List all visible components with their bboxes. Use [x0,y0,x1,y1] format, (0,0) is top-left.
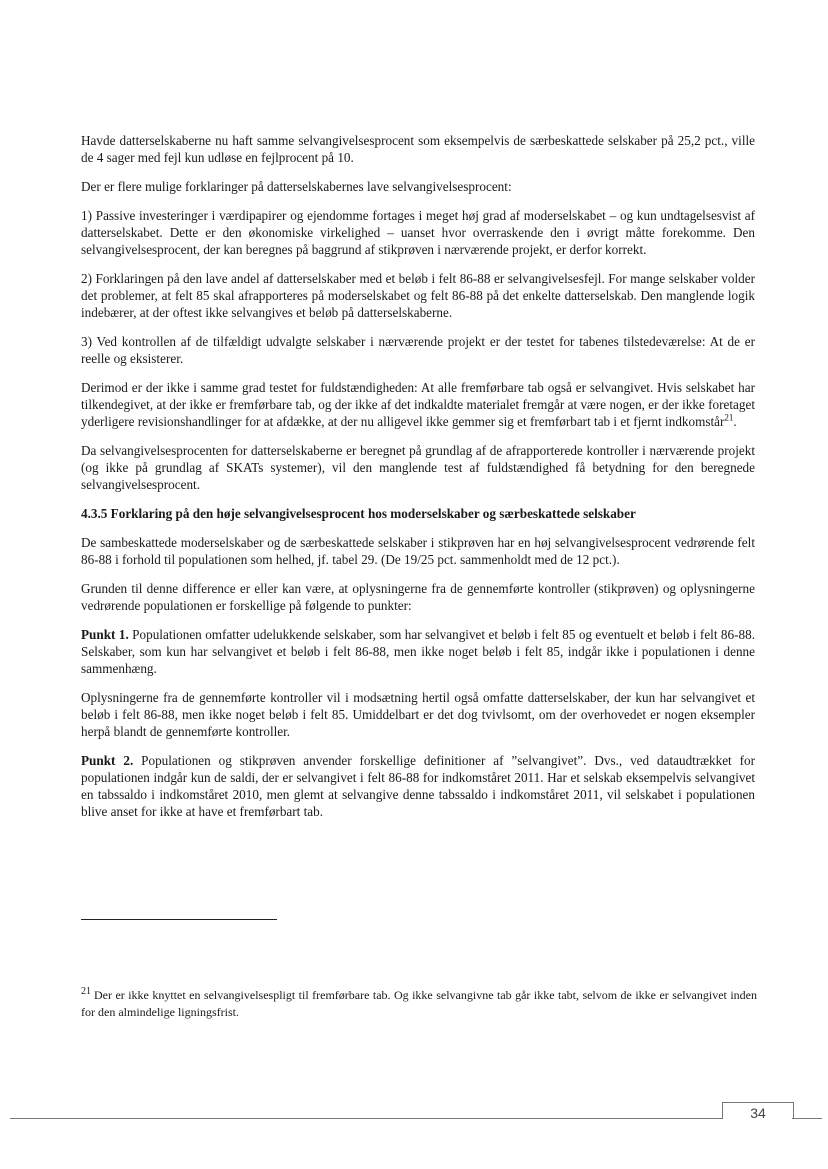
page-number: 34 [750,1105,766,1121]
footnote-reference[interactable]: 21 [724,412,734,423]
section-heading: 4.3.5 Forklaring på den høje selvangivelsesprocent hos moderselskaber og særbeskattede selskaber [81,506,636,521]
paragraph: 2) Forklaringen på den lave andel af datterselskaber med et beløb i felt 86-88 er selvangivelsesfejl. For mange selskaber volder det problemer, at felt 85 skal afrapporteres på moderselskabet og felt 86-88 på det enkelte datterselskab. Den manglende logik indebærer, at der oftest ikke selvangives et beløb på datterselskaberne. [81,271,755,320]
paragraph: Grunden til denne difference er eller kan være, at oplysningerne fra de gennemførte kontroller (stikprøven) og oplysningerne vedrørende populationen er forskellige på følgende to punkter: [81,581,755,613]
footer-rule-right [792,1118,822,1119]
paragraph: 3) Ved kontrollen af de tilfældigt udvalgte selskaber i nærværende projekt er der testet for tabenes tilstedeværelse: At de er reelle og eksisterer. [81,334,755,366]
paragraph: Oplysningerne fra de gennemførte kontroller vil i modsætning hertil også omfatte datterselskaber, der kun har selvangivet et beløb i felt 86-88, men ikke noget beløb i felt 85. Umiddelbart er det dog tvivlsomt, om der overhovedet er nogen eksempler herpå blandt de gennemførte kontroller. [81,690,755,739]
footnote [81,987,757,1021]
paragraph: 1) Passive investeringer i værdipapirer og ejendomme fortages i meget høj grad af moderselskabet – og kun undtagelsesvist af datterselskabet. Dette er den økonomiske virkelighed – uanset hvor overraskende den i øvrigt måtte forekomme. Den selvangivelsesprocent, der kan beregnes på baggrund af stikprøven i nærværende projekt, er derfor korrekt. [81,208,755,257]
paragraph [81,626,755,677]
paragraph [81,752,755,820]
paragraph: Da selvangivelsesprocenten for datterselskaberne er beregnet på grundlag af de afrapporterede kontroller i nærværende projekt (og ikke på grundlag af SKATs systemer), vil den manglende test af fuldstændighed få betydning for den beregnede selvangivelsesprocent. [81,443,755,492]
paragraph: Der er flere mulige forklaringer på datterselskabernes lave selvangivelsesprocent: [81,179,512,194]
footnote-text: Der er ikke knyttet en selvangivelsespligt til fremførbare tab. Og ikke selvangivne tab går ikke tabt, selvom de ikke er selvangivet inden for den almindelige ligningsfrist. [81,988,757,1019]
paragraph: De sambeskattede moderselskaber og de særbeskattede selskaber i stikprøven har en høj selvangivelsesprocent vedrørende felt 86-88 i forhold til populationen som helhed, jf. tabel 29. (De 19/25 pct. sammenholdt med de 12 pct.). [81,535,755,567]
footnote-divider [81,919,277,920]
footer-rule [10,1118,722,1119]
paragraph: Havde datterselskaberne nu haft samme selvangivelsesprocent som eksempelvis de særbeskattede selskaber på 25,2 pct., ville de 4 sager med fejl kun udløse en fejlprocent på 10. [81,133,755,165]
point-label: Punkt 1. [81,627,129,642]
paragraph [81,379,755,430]
point-label: Punkt 2. [81,753,134,768]
paragraph-text: Derimod er der ikke i samme grad testet for fuldstændigheden: At alle fremførbare tab også er selvangivet. Hvis selskabet har tilkendegivet, at der ikke er fremførbare tab, og der ikke af det indkaldte materialet fremgår at være nogen, er der ikke foretaget yderligere revisionshandlinger for at afdække, at der nu alligevel ikke gemmer sig et fremførbart tab i et fjernt indkomstår [81,380,755,429]
paragraph-end: . [733,414,737,429]
page-number-box [722,1102,794,1119]
paragraph-text: Populationen omfatter udelukkende selskaber, som har selvangivet et beløb i felt 85 og eventuelt et beløb i felt 86-88. Selskaber, som kun har selvangivet et beløb i felt 86-88, men ikke noget beløb i felt 85, indgår ikke i populationen i denne sammenhæng. [81,627,755,676]
paragraph-text: Populationen og stikprøven anvender forskellige definitioner af ”selvangivet”. Dvs., ved dataudtrækket for populationen indgår kun de saldi, der er selvangivet i felt 86-88 for indkomståret 2011. Har et selskab eksempelvis selvangivet en tabssaldo i indkomståret 2010, men glemt at selvangive denne tabssaldo i indkomståret 2011, vil selskabet i populationen blive anset for ikke at have et fremførbart tab. [81,753,755,819]
body-text [81,132,755,832]
footnote-number: 21 [81,986,91,997]
